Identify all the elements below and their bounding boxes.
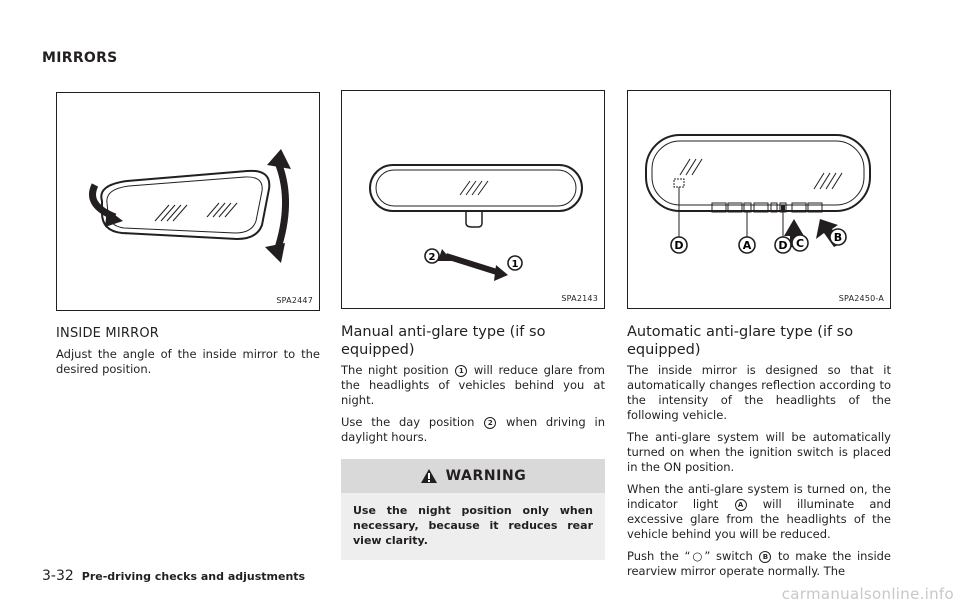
heading-inside-mirror: INSIDE MIRROR [56, 326, 159, 341]
paragraph: Adjust the angle of the inside mirror to the desired position. [56, 347, 320, 376]
column-inside-mirror [56, 92, 320, 384]
column-manual-anti-glare [341, 90, 605, 560]
heading-automatic-anti-glare: Automatic anti-glare type (if so equipped) [627, 324, 854, 358]
inside-mirror-illustration [57, 93, 319, 310]
section-title: MIRRORS [42, 50, 118, 66]
callout-2: 2 [428, 252, 436, 263]
figure-manual-mirror [341, 90, 605, 309]
marker-1: 1 [455, 365, 467, 377]
figure-code: SPA2447 [276, 296, 313, 305]
figure-automatic-mirror [627, 90, 891, 309]
column-automatic-anti-glare [627, 90, 891, 586]
marker-b: B [759, 551, 771, 563]
marker-a: A [735, 499, 747, 511]
paragraph: The inside mirror is designed so that it automatically changes reflection according to the intensity of the headlights of the following vehicle. [627, 363, 891, 422]
page-number: 3-32 [42, 568, 74, 584]
warning-header [341, 459, 605, 493]
callout-d-left: D [674, 239, 684, 252]
page-footer [42, 568, 305, 584]
callout-c: C [795, 237, 805, 250]
marker-2: 2 [484, 417, 496, 429]
paragraph: When the anti-glare system is turned on, the indicator light A will illuminate and excessive glare from the headlights of the vehicle behind you will be reduced. [627, 482, 892, 541]
callout-a: A [742, 239, 752, 252]
paragraph: Use the day position 2 when driving in daylight hours. [341, 415, 605, 444]
callout-b: B [833, 231, 843, 244]
callout-1: 1 [511, 259, 519, 270]
watermark: carmanualsonline.info [781, 585, 954, 603]
automatic-mirror-illustration [628, 91, 890, 308]
figure-code: SPA2450-A [838, 294, 884, 303]
figure-code: SPA2143 [561, 294, 598, 303]
warning-text: Use the night position only when necessary, because it reduces rear view clarity. [341, 493, 605, 560]
figure-inside-mirror [56, 92, 320, 311]
manual-mirror-illustration [342, 91, 604, 308]
paragraph: Push the “○” switch B to make the inside rearview mirror operate normally. The [627, 549, 892, 578]
callout-d: D [778, 239, 788, 252]
warning-icon [420, 468, 438, 484]
paragraph: The anti-glare system will be automatically turned on when the ignition switch is placed in the ON position. [627, 430, 891, 474]
chapter-title: Pre-driving checks and adjustments [81, 570, 306, 583]
warning-title: WARNING [445, 468, 527, 484]
paragraph: The night position 1 will reduce glare from the headlights of vehicles behind you at night. [341, 363, 606, 407]
heading-manual-anti-glare: Manual anti-glare type (if so equipped) [341, 324, 546, 358]
